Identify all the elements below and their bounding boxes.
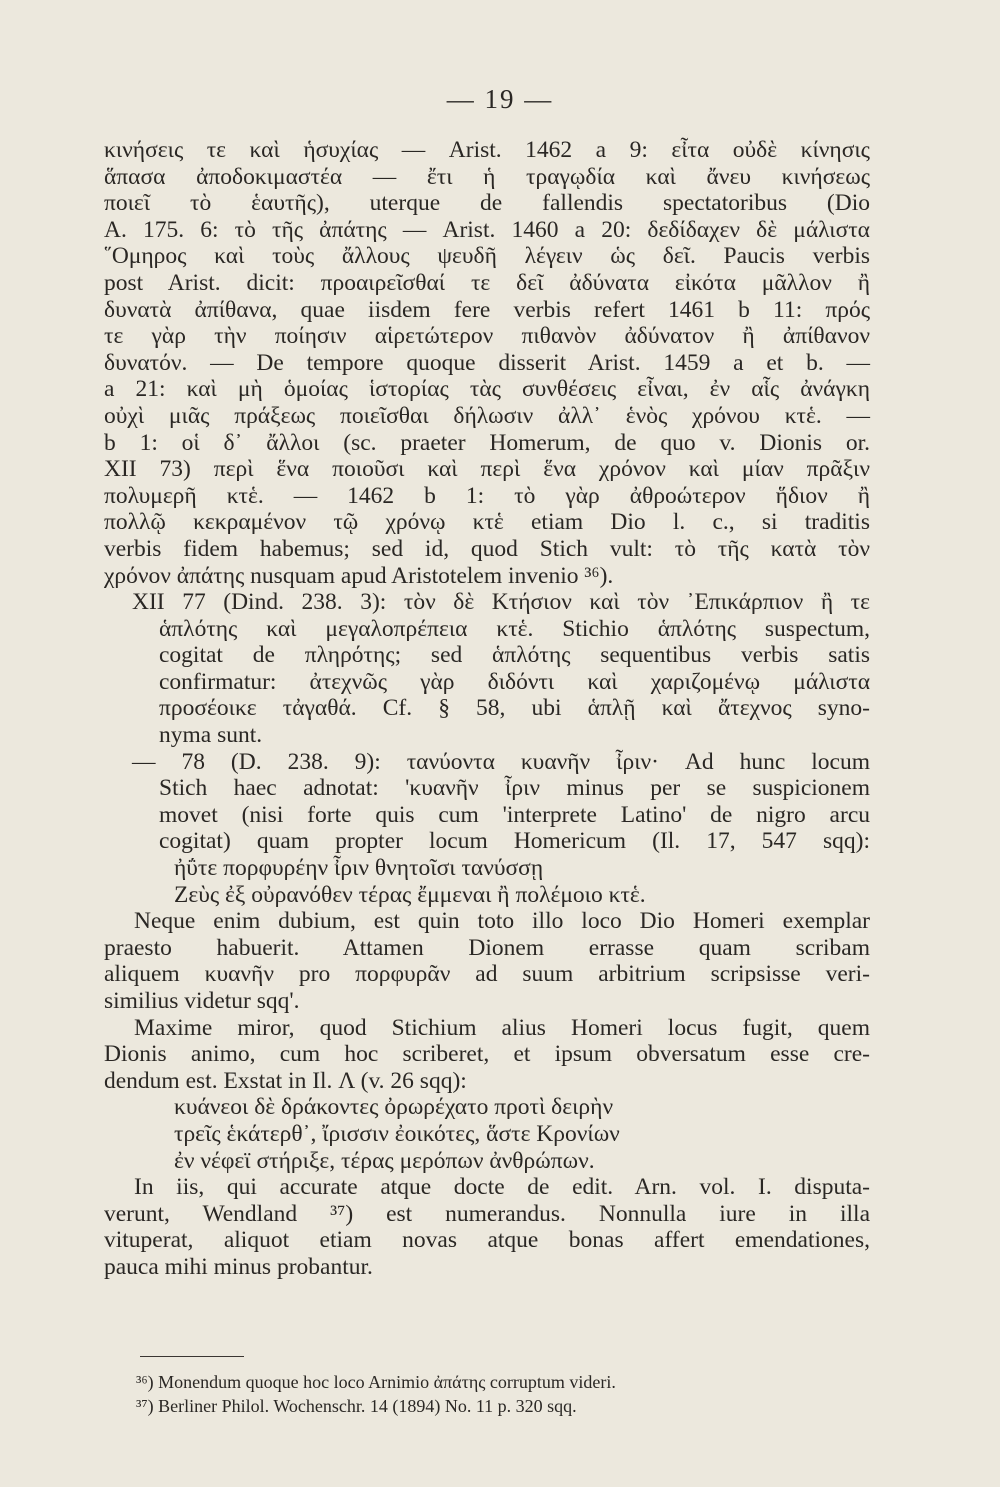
text-line: οὐχὶ μιᾶς πράξεως ποιεῖσθαι δήλωσιν ἀλλ᾽ ἑνὸς χρόνου κτἑ. — — [104, 402, 870, 429]
text-line: XII 77 (Dind. 238. 3): τὸν δὲ Κτήσιον καὶ τὸν ᾿Επικάρπιον ἢ τε — [132, 589, 870, 616]
text-line: ποιεῖ τὸ ἑαυτῆς), uterque de fallendis spectatoribus (Dio — [104, 190, 870, 217]
text-line: Ζεὺς ἐξ οὐρανόθεν τέρας ἔμμεναι ἢ πολέμοιο κτἑ. — [174, 881, 646, 908]
text-line: κινήσεις τε καὶ ἡσυχίας — Arist. 1462 a 9: εἶτα οὐδὲ κίνησις — [104, 137, 870, 163]
text-line: cogitat) quam propter locum Homericum (Il. 17, 547 sqq): — [159, 828, 870, 855]
text-line: προσέοικε τἀγαθά. Cf. § 58, ubi ἁπλῇ καὶ ἄτεχνος syno- — [159, 695, 870, 722]
text-line: In iis, qui accurate atque docte de edit. Arn. vol. I. disputa- — [134, 1174, 870, 1201]
text-line: τρεῖς ἑκάτερθ᾽, ἴρισσιν ἐοικότες, ἅστε Κρονίων — [174, 1120, 620, 1147]
text-line: nyma sunt. — [159, 722, 263, 749]
text-line: χρόνον ἀπάτης nusquam apud Aristotelem invenio ³⁶). — [104, 562, 614, 589]
text-line: Stich haec adnotat: 'κυανῆν ἶριν minus per se suspicionem — [159, 775, 870, 802]
text-line: cogitat de πληρότης; sed ἁπλότης sequentibus verbis satis — [159, 642, 870, 669]
text-line: Neque enim dubium, est quin toto illo loco Dio Homeri exemplar — [134, 908, 870, 935]
text-line: πολυμερῆ κτἑ. — 1462 b 1: τὸ γὰρ ἀθροώτερον ἥδιον ἢ — [104, 482, 870, 509]
text-line: vituperat, aliquot etiam novas atque bonas affert emendationes, — [104, 1227, 870, 1254]
text-line: πολλῷ κεκραμένον τῷ χρόνῳ κτἑ etiam Dio l. c., si traditis — [104, 509, 870, 536]
text-line: dendum est. Exstat in Il. Λ (v. 26 sqq): — [104, 1067, 467, 1094]
text-line: confirmatur: ἀτεχνῶς γὰρ διδόντι καὶ χαριζομένῳ μάλιστα — [159, 668, 870, 695]
text-line: aliquem κυανῆν pro πορφυρᾶν ad suum arbitrium scripsisse veri- — [104, 961, 870, 988]
text-line: XII 73) περὶ ἕνα ποιοῦσι καὶ περὶ ἕνα χρόνον καὶ μίαν πρᾶξιν — [104, 456, 870, 483]
text-line: movet (nisi forte quis cum 'interprete Latino' de nigro arcu — [159, 801, 870, 828]
footnotes — [136, 1370, 856, 1418]
text-line: Maxime miror, quod Stichium alius Homeri locus fugit, quem — [134, 1014, 870, 1041]
text-line: pauca mihi minus probantur. — [104, 1253, 373, 1280]
footnote-rule — [140, 1356, 244, 1357]
body-text — [104, 137, 870, 1281]
text-line: ῞Ομηρος καὶ τοὺς ἄλλους ψευδῆ λέγειν ὡς δεῖ. Paucis verbis — [104, 243, 870, 270]
text-line: similius videtur sqq'. — [104, 988, 300, 1014]
text-line: a 21: καὶ μὴ ὁμοίας ἱστορίας τὰς συνθέσεις εἶναι, ἐν αἷς ἀνάγκη — [104, 376, 870, 403]
text-line: ἁπλότης καὶ μεγαλοπρέπεια κτἑ. Stichio ἁπλότης suspectum, — [159, 615, 870, 642]
footnote: ³⁶) Monendum quoque hoc loco Arnimio ἀπάτης corruptum videri. — [136, 1372, 616, 1392]
text-line: verbis fidem habemus; sed id, quod Stich vult: τὸ τῆς κατὰ τὸν — [104, 535, 870, 562]
text-line: ἐν νέφεϊ στήριξε, τέρας μερόπων ἀνθρώπων. — [174, 1147, 595, 1174]
text-line: ἅπασα ἀποδοκιμαστέα — ἔτι ἡ τραγῳδία καὶ ἄνευ κινήσεως — [104, 163, 870, 190]
text-line: Dionis animo, cum hoc scriberet, et ipsum obversatum esse cre- — [104, 1041, 870, 1068]
page-number: — 19 — — [446, 84, 554, 114]
text-line: b 1: οἱ δ᾽ ἄλλοι (sc. praeter Homerum, de quo v. Dionis or. — [104, 429, 870, 456]
text-line: δυνατὰ ἀπίθανα, quae iisdem fere verbis refert 1461 b 11: πρός — [104, 296, 870, 323]
text-line: κυάνεοι δὲ δράκοντες ὀρωρέχατο προτὶ δειρὴν — [174, 1094, 614, 1121]
text-line: post Arist. dicit: προαιρεῖσθαί τε δεῖ ἀδύνατα εἰκότα μᾶλλον ἢ — [104, 269, 870, 296]
text-line: — 78 (D. 238. 9): τανύοντα κυανῆν ἶριν· Ad hunc locum — [132, 748, 870, 775]
text-line: A. 175. 6: τὸ τῆς ἀπάτης — Arist. 1460 a 20: δεδίδαχεν δὲ μάλιστα — [104, 216, 870, 243]
text-line: praesto habuerit. Attamen Dionem errasse quam scribam — [104, 934, 870, 961]
footnote: ³⁷) Berliner Philol. Wochenschr. 14 (1894) No. 11 p. 320 sqq. — [136, 1396, 577, 1416]
text-line: verunt, Wendland ³⁷) est numerandus. Nonnulla iure in illa — [104, 1200, 870, 1227]
text-line: τε γὰρ τὴν ποίησιν αἱρετώτερον πιθανὸν ἀδύνατον ἢ ἀπίθανον — [104, 323, 870, 350]
text-line: δυνατόν. — De tempore quoque disserit Arist. 1459 a et b. — — [104, 349, 870, 376]
text-line: ἠΰτε πορφυρέην ἶριν θνητοῖσι τανύσσῃ — [174, 855, 544, 882]
